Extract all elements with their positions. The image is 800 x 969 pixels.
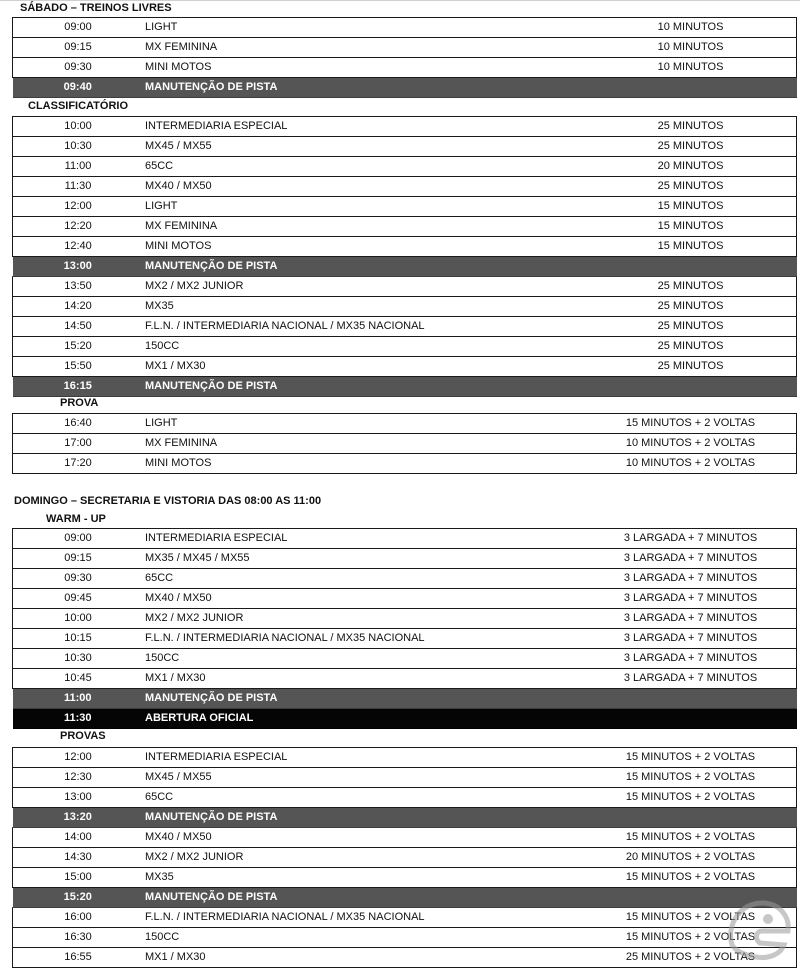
duration-cell: 25 MINUTOS: [585, 277, 797, 297]
category-cell: 150CC: [143, 928, 585, 948]
table-provas: [12, 747, 797, 968]
category-cell: MX FEMININA: [143, 217, 585, 237]
category-cell: MX40 / MX50: [143, 177, 585, 197]
table-row: [13, 277, 797, 297]
duration-cell: 3 LARGADA + 7 MINUTOS: [585, 629, 797, 649]
time-cell: 17:20: [13, 454, 144, 474]
time-cell: 09:00: [13, 529, 144, 549]
category-cell: LIGHT: [143, 18, 585, 38]
time-cell: 10:30: [13, 649, 144, 669]
table-row: [13, 589, 797, 609]
category-cell: MINI MOTOS: [143, 454, 585, 474]
maintenance-row: [13, 689, 797, 709]
table-row: [13, 197, 797, 217]
category-cell: MX35: [143, 297, 585, 317]
duration-cell: 3 LARGADA + 7 MINUTOS: [585, 529, 797, 549]
time-cell: 11:00: [13, 157, 144, 177]
duration-cell: 15 MINUTOS + 2 VOLTAS: [585, 868, 797, 888]
duration-cell: 15 MINUTOS + 2 VOLTAS: [585, 414, 797, 434]
table-row: [13, 928, 797, 948]
time-cell: 09:15: [13, 38, 144, 58]
category-cell: MX35 / MX45 / MX55: [143, 549, 585, 569]
duration-cell: 3 LARGADA + 7 MINUTOS: [585, 669, 797, 689]
category-cell: F.L.N. / INTERMEDIARIA NACIONAL / MX35 NACIONAL: [143, 908, 585, 928]
table-row: [13, 768, 797, 788]
time-cell: 14:00: [13, 828, 144, 848]
time-cell: 13:50: [13, 277, 144, 297]
table-row: [13, 434, 797, 454]
time-cell: 14:50: [13, 317, 144, 337]
table-row: [13, 38, 797, 58]
maintenance-row: [13, 808, 797, 828]
category-cell: MX40 / MX50: [143, 589, 585, 609]
duration-cell: 25 MINUTOS: [585, 177, 797, 197]
duration-cell: 25 MINUTOS: [585, 297, 797, 317]
duration-cell: 15 MINUTOS + 2 VOLTAS: [585, 908, 797, 928]
category-cell: INTERMEDIARIA ESPECIAL: [143, 117, 585, 137]
time-cell: 12:30: [13, 768, 144, 788]
table-row: [13, 669, 797, 689]
table-row: [13, 58, 797, 78]
table-warmup: [12, 528, 797, 729]
duration-cell: 10 MINUTOS: [585, 38, 797, 58]
maintenance-row: [13, 78, 797, 98]
category-cell: INTERMEDIARIA ESPECIAL: [143, 529, 585, 549]
time-cell: 10:15: [13, 629, 144, 649]
category-cell: MX1 / MX30: [143, 357, 585, 377]
duration-cell: 25 MINUTOS + 2 VOLTAS: [585, 948, 797, 968]
category-cell: 65CC: [143, 569, 585, 589]
duration-cell: 15 MINUTOS: [585, 237, 797, 257]
category-cell: LIGHT: [143, 197, 585, 217]
time-cell: 09:40: [13, 78, 144, 98]
time-cell: 17:00: [13, 434, 144, 454]
maintenance-row: [13, 257, 797, 277]
time-cell: 16:15: [13, 377, 144, 397]
duration-cell: 15 MINUTOS + 2 VOLTAS: [585, 768, 797, 788]
table-row: [13, 609, 797, 629]
table-row: [13, 908, 797, 928]
table-row: [13, 569, 797, 589]
table-row: [13, 649, 797, 669]
duration-cell: 20 MINUTOS + 2 VOLTAS: [585, 848, 797, 868]
time-cell: 09:45: [13, 589, 144, 609]
category-cell: F.L.N. / INTERMEDIARIA NACIONAL / MX35 NACIONAL: [143, 317, 585, 337]
category-cell: MANUTENÇÃO DE PISTA: [143, 808, 585, 828]
duration-cell: 15 MINUTOS: [585, 197, 797, 217]
table-row: [13, 337, 797, 357]
category-cell: 150CC: [143, 649, 585, 669]
highlight-row: [13, 709, 797, 729]
time-cell: 16:40: [13, 414, 144, 434]
time-cell: 11:30: [13, 709, 144, 729]
section-heading-warmup: WARM - UP: [46, 513, 106, 525]
time-cell: 15:00: [13, 868, 144, 888]
category-cell: MX FEMININA: [143, 38, 585, 58]
category-cell: MX2 / MX2 JUNIOR: [143, 277, 585, 297]
duration-cell: 3 LARGADA + 7 MINUTOS: [585, 609, 797, 629]
time-cell: 14:30: [13, 848, 144, 868]
duration-cell: 3 LARGADA + 7 MINUTOS: [585, 549, 797, 569]
table-row: [13, 549, 797, 569]
category-cell: MINI MOTOS: [143, 237, 585, 257]
section-heading-domingo: DOMINGO – SECRETARIA E VISTORIA DAS 08:00 AS 11:00: [14, 495, 322, 507]
time-cell: 11:00: [13, 689, 144, 709]
table-row: [13, 748, 797, 768]
category-cell: MX FEMININA: [143, 434, 585, 454]
category-cell: ABERTURA OFICIAL: [143, 709, 585, 729]
section-heading-prova: PROVA: [60, 397, 99, 409]
category-cell: LIGHT: [143, 414, 585, 434]
category-cell: INTERMEDIARIA ESPECIAL: [143, 748, 585, 768]
time-cell: 10:00: [13, 117, 144, 137]
duration-cell: 10 MINUTOS + 2 VOLTAS: [585, 454, 797, 474]
category-cell: MX45 / MX55: [143, 137, 585, 157]
duration-cell: 10 MINUTOS: [585, 18, 797, 38]
duration-cell: 15 MINUTOS + 2 VOLTAS: [585, 828, 797, 848]
table-row: [13, 18, 797, 38]
category-cell: MINI MOTOS: [143, 58, 585, 78]
table-row: [13, 137, 797, 157]
category-cell: MX1 / MX30: [143, 669, 585, 689]
duration-cell: 25 MINUTOS: [585, 317, 797, 337]
time-cell: 15:50: [13, 357, 144, 377]
category-cell: MANUTENÇÃO DE PISTA: [143, 377, 585, 397]
duration-cell: 25 MINUTOS: [585, 117, 797, 137]
category-cell: MX45 / MX55: [143, 768, 585, 788]
duration-cell: 25 MINUTOS: [585, 337, 797, 357]
duration-cell: 15 MINUTOS + 2 VOLTAS: [585, 788, 797, 808]
table-sabado-treinos: [12, 17, 797, 98]
duration-cell: [585, 709, 797, 729]
section-heading-sabado: SÁBADO – TREINOS LIVRES: [20, 2, 172, 14]
time-cell: 15:20: [13, 888, 144, 908]
table-row: [13, 868, 797, 888]
duration-cell: [585, 78, 797, 98]
time-cell: 09:15: [13, 549, 144, 569]
time-cell: 13:20: [13, 808, 144, 828]
time-cell: 09:30: [13, 58, 144, 78]
maintenance-row: [13, 888, 797, 908]
time-cell: 12:20: [13, 217, 144, 237]
duration-cell: 3 LARGADA + 7 MINUTOS: [585, 569, 797, 589]
table-row: [13, 217, 797, 237]
table-classificatorio: [12, 116, 797, 397]
time-cell: 12:00: [13, 748, 144, 768]
time-cell: 10:30: [13, 137, 144, 157]
table-row: [13, 948, 797, 968]
table-row: [13, 157, 797, 177]
duration-cell: 15 MINUTOS + 2 VOLTAS: [585, 928, 797, 948]
category-cell: MX2 / MX2 JUNIOR: [143, 848, 585, 868]
table-row: [13, 529, 797, 549]
time-cell: 13:00: [13, 257, 144, 277]
table-row: [13, 848, 797, 868]
table-row: [13, 414, 797, 434]
category-cell: MX2 / MX2 JUNIOR: [143, 609, 585, 629]
duration-cell: 25 MINUTOS: [585, 137, 797, 157]
time-cell: 14:20: [13, 297, 144, 317]
category-cell: MANUTENÇÃO DE PISTA: [143, 888, 585, 908]
category-cell: F.L.N. / INTERMEDIARIA NACIONAL / MX35 NACIONAL: [143, 629, 585, 649]
time-cell: 10:45: [13, 669, 144, 689]
duration-cell: 15 MINUTOS: [585, 217, 797, 237]
time-cell: 09:30: [13, 569, 144, 589]
time-cell: 13:00: [13, 788, 144, 808]
time-cell: 10:00: [13, 609, 144, 629]
duration-cell: [585, 257, 797, 277]
time-cell: 16:00: [13, 908, 144, 928]
time-cell: 16:30: [13, 928, 144, 948]
duration-cell: 10 MINUTOS + 2 VOLTAS: [585, 434, 797, 454]
duration-cell: 10 MINUTOS: [585, 58, 797, 78]
time-cell: 15:20: [13, 337, 144, 357]
category-cell: MANUTENÇÃO DE PISTA: [143, 78, 585, 98]
time-cell: 16:55: [13, 948, 144, 968]
helmet-logo-icon: [722, 895, 794, 963]
time-cell: 11:30: [13, 177, 144, 197]
duration-cell: 25 MINUTOS: [585, 357, 797, 377]
table-row: [13, 788, 797, 808]
table-row: [13, 357, 797, 377]
section-heading-classificatorio: CLASSIFICATÓRIO: [28, 100, 129, 112]
table-row: [13, 237, 797, 257]
duration-cell: 3 LARGADA + 7 MINUTOS: [585, 649, 797, 669]
duration-cell: [585, 689, 797, 709]
duration-cell: 20 MINUTOS: [585, 157, 797, 177]
category-cell: MX40 / MX50: [143, 828, 585, 848]
table-row: [13, 177, 797, 197]
table-row: [13, 297, 797, 317]
category-cell: MANUTENÇÃO DE PISTA: [143, 257, 585, 277]
time-cell: 12:40: [13, 237, 144, 257]
duration-cell: [585, 808, 797, 828]
duration-cell: [585, 377, 797, 397]
table-row: [13, 454, 797, 474]
category-cell: 65CC: [143, 788, 585, 808]
table-row: [13, 828, 797, 848]
category-cell: MX1 / MX30: [143, 948, 585, 968]
duration-cell: 15 MINUTOS + 2 VOLTAS: [585, 748, 797, 768]
maintenance-row: [13, 377, 797, 397]
category-cell: MX35: [143, 868, 585, 888]
time-cell: 12:00: [13, 197, 144, 217]
table-row: [13, 629, 797, 649]
table-prova: [12, 413, 797, 474]
duration-cell: 3 LARGADA + 7 MINUTOS: [585, 589, 797, 609]
time-cell: 09:00: [13, 18, 144, 38]
table-row: [13, 117, 797, 137]
category-cell: 150CC: [143, 337, 585, 357]
category-cell: 65CC: [143, 157, 585, 177]
table-row: [13, 317, 797, 337]
category-cell: MANUTENÇÃO DE PISTA: [143, 689, 585, 709]
section-heading-provas: PROVAS: [60, 730, 106, 742]
